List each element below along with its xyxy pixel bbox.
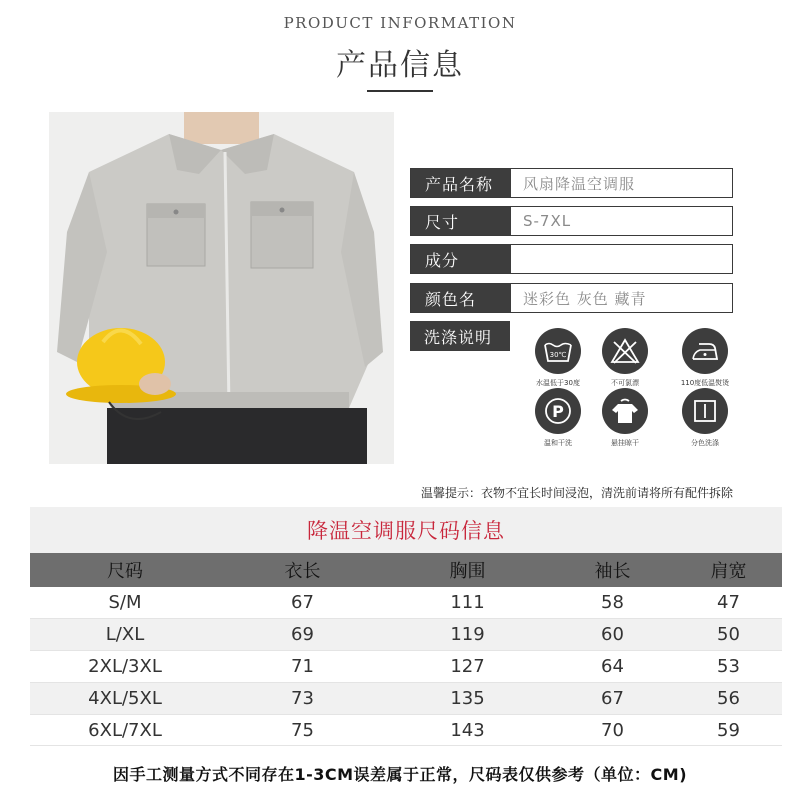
size-row xyxy=(410,206,733,236)
hang-dry-icon xyxy=(602,388,648,434)
cell-size: 6XL/7XL xyxy=(30,714,220,746)
cell-length: 71 xyxy=(220,651,385,683)
wash-caption-dryclean: 温和干洗 xyxy=(544,439,572,447)
cell-chest: 119 xyxy=(385,619,550,651)
table-row xyxy=(30,682,782,714)
wash-item-hang-dry xyxy=(585,388,665,448)
gentle-dryclean-icon xyxy=(535,388,581,434)
size-label: 尺寸 xyxy=(411,207,511,235)
cell-size: S/M xyxy=(30,587,220,619)
product-name-row xyxy=(410,168,733,198)
cell-sleeve: 70 xyxy=(550,714,675,746)
cell-size: L/XL xyxy=(30,619,220,651)
iron-low-icon xyxy=(682,328,728,374)
cell-shoulder: 56 xyxy=(675,682,782,714)
cell-chest: 143 xyxy=(385,714,550,746)
size-chart-title: 降温空调服尺码信息 xyxy=(30,507,782,553)
color-value: 迷彩色 灰色 藏青 xyxy=(523,289,647,308)
cell-length: 75 xyxy=(220,714,385,746)
table-row xyxy=(30,619,782,651)
cell-shoulder: 47 xyxy=(675,587,782,619)
cell-length: 73 xyxy=(220,682,385,714)
composition-label: 成分 xyxy=(411,245,511,273)
jacket-illustration xyxy=(49,112,394,464)
measurement-note: 因手工测量方式不同存在1-3CM误差属于正常，尺码表仅供参考（单位：CM) xyxy=(112,765,688,784)
cell-chest: 111 xyxy=(385,587,550,619)
wash-item-no-bleach xyxy=(585,328,665,388)
header-divider xyxy=(367,90,433,92)
wash-item-iron xyxy=(665,328,745,388)
color-row xyxy=(410,283,733,313)
cell-shoulder: 53 xyxy=(675,651,782,683)
header-title-cn: 产品信息 xyxy=(336,48,464,83)
product-name-value: 风扇降温空调服 xyxy=(523,174,636,193)
header-chest: 胸围 xyxy=(385,553,550,587)
cell-sleeve: 67 xyxy=(550,682,675,714)
header-size: 尺码 xyxy=(30,553,220,587)
header-sleeve: 袖长 xyxy=(550,553,675,587)
cell-size: 4XL/5XL xyxy=(30,682,220,714)
header-shoulder: 肩宽 xyxy=(675,553,782,587)
wash-temp-text: 30℃ xyxy=(549,351,567,359)
cell-sleeve: 64 xyxy=(550,651,675,683)
product-name-label: 产品名称 xyxy=(411,169,511,197)
table-row xyxy=(30,587,782,619)
table-row xyxy=(30,651,782,683)
wash-caption-hang-dry: 悬挂晾干 xyxy=(611,439,639,447)
size-chart-header-row xyxy=(30,553,782,587)
wash-caption-no-bleach: 不可氯漂 xyxy=(611,379,639,387)
header-title-en: PRODUCT INFORMATION xyxy=(283,14,517,32)
wash-caption-iron: 110度低温熨烫 xyxy=(680,379,730,387)
color-label: 颜色名 xyxy=(411,284,511,312)
separate-wash-icon xyxy=(682,388,728,434)
cell-length: 69 xyxy=(220,619,385,651)
dryclean-letter: P xyxy=(552,402,564,421)
composition-value xyxy=(511,245,732,273)
cell-sleeve: 58 xyxy=(550,587,675,619)
size-chart-table xyxy=(30,553,782,746)
table-row xyxy=(30,714,782,746)
header-length: 衣长 xyxy=(220,553,385,587)
cell-length: 67 xyxy=(220,587,385,619)
cell-shoulder: 50 xyxy=(675,619,782,651)
composition-row xyxy=(410,244,733,274)
wash-item-separate xyxy=(665,388,745,448)
size-value: S-7XL xyxy=(523,212,572,230)
cell-chest: 135 xyxy=(385,682,550,714)
cell-size: 2XL/3XL xyxy=(30,651,220,683)
cell-sleeve: 60 xyxy=(550,619,675,651)
cell-chest: 127 xyxy=(385,651,550,683)
wash-instructions-label: 洗涤说明 xyxy=(410,321,510,351)
cell-shoulder: 59 xyxy=(675,714,782,746)
wash-caption-separate: 分色洗涤 xyxy=(691,439,719,447)
wash-30-icon xyxy=(535,328,581,374)
no-bleach-icon xyxy=(602,328,648,374)
wash-caption-temperature: 水温低于30度 xyxy=(536,379,580,387)
product-photo xyxy=(49,112,394,464)
care-tip: 温馨提示：衣物不宜长时间浸泡，清洗前请将所有配件拆除 xyxy=(420,486,733,500)
